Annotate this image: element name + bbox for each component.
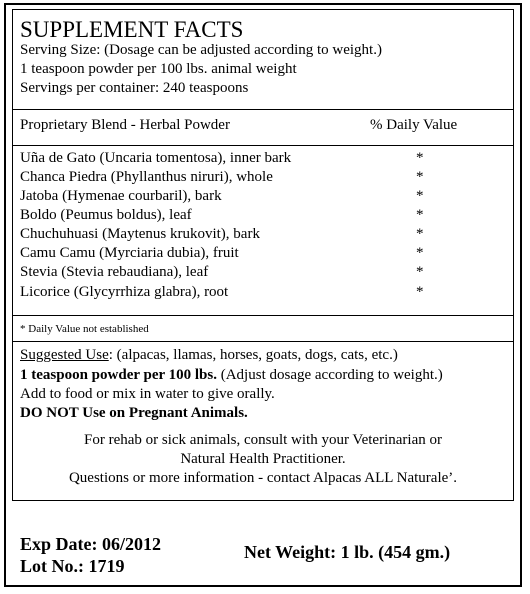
suggested-use-animals: : (alpacas, llamas, horses, goats, dogs, cats, etc.) [108,347,398,363]
pregnancy-warning: DO NOT Use on Pregnant Animals. [20,405,248,421]
daily-value: * [416,207,424,223]
dose-amount: 1 teaspoon powder per 100 lbs. [20,367,217,383]
suggested-use-label: Suggested Use [20,347,109,363]
daily-value: * [416,150,424,166]
dose-adjust-note: (Adjust dosage according to weight.) [216,367,443,383]
daily-value-header: % Daily Value [370,117,458,133]
daily-value: * [416,188,424,204]
exp-date: Exp Date: 06/2012 [20,534,161,554]
add-to-food-instruction: Add to food or mix in water to give orally. [20,386,275,402]
blend-name: Proprietary Blend - Herbal Powder [20,117,230,133]
dose-line [20,366,443,385]
list-item: Stevia (Stevia rebaudiana), leaf [20,264,209,280]
list-item: Licorice (Glycyrrhiza glabra), root [20,284,229,300]
daily-value: * [416,284,424,300]
net-weight: Net Weight: 1 lb. (454 gm.) [244,542,451,562]
suggested-use [20,346,398,365]
page-title: SUPPLEMENT FACTS [20,17,244,42]
lot-number: Lot No.: 1719 [20,556,125,576]
daily-value: * [416,226,424,242]
list-item: Jatoba (Hymenae courbaril), bark [20,188,222,204]
contact-line: Questions or more information - contact Alpacas ALL Naturale’. [68,470,458,486]
daily-value-footnote: * Daily Value not established [20,323,149,335]
list-item: Boldo (Peumus boldus), leaf [20,207,192,223]
consult-line-1: For rehab or sick animals, consult with your Veterinarian or [84,432,442,448]
daily-value: * [416,169,424,185]
daily-value: * [416,245,424,261]
daily-value: * [416,264,424,280]
list-item: Chuchuhuasi (Maytenus krukovit), bark [20,226,260,242]
list-item: Uña de Gato (Uncaria tomentosa), inner bark [20,150,292,166]
list-item: Camu Camu (Myrciaria dubia), fruit [20,245,239,261]
supplement-label [4,3,522,587]
consult-line-2: Natural Health Practitioner. [180,451,346,467]
serving-size: Serving Size: (Dosage can be adjusted according to weight.) [20,42,382,58]
serving-size-detail: 1 teaspoon powder per 100 lbs. animal weight [20,61,297,77]
servings-per-container: Servings per container: 240 teaspoons [20,80,249,96]
list-item: Chanca Piedra (Phyllanthus niruri), whole [20,169,273,185]
